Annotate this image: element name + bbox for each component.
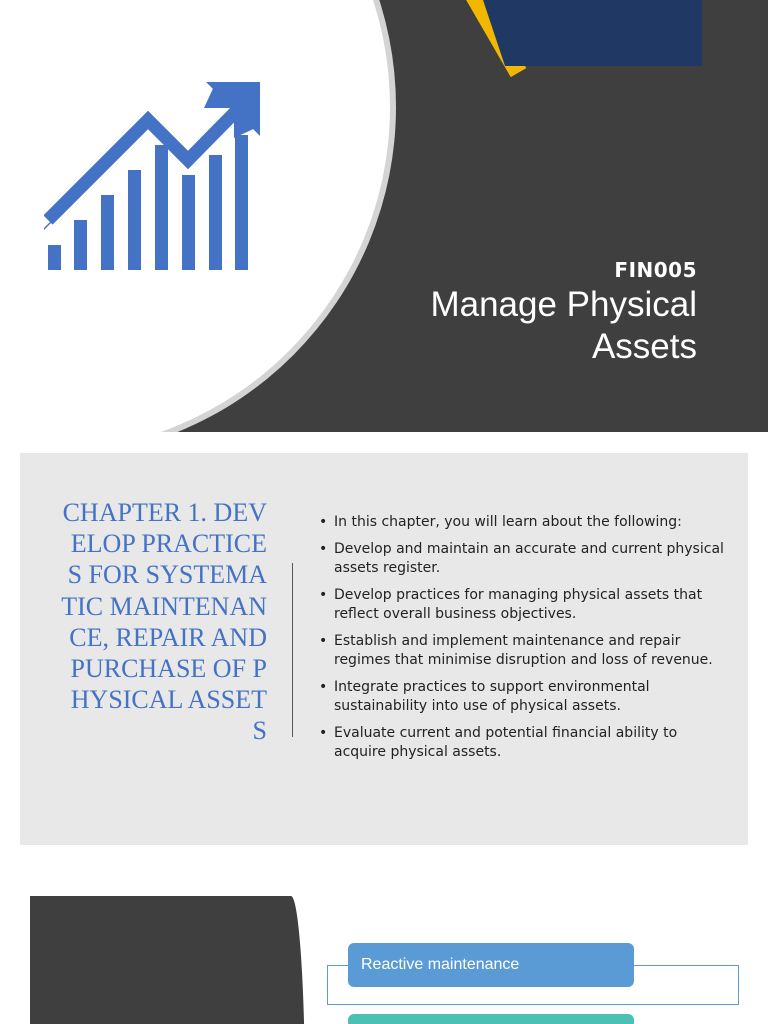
growth-chart-icon [44,80,264,275]
chapter-heading: CHAPTER 1. DEVELOP PRACTICES FOR SYSTEMATIC MAINTENANCE, REPAIR AND PURCHASE OF PHYSICAL ASSETS [61,498,267,746]
list-item: • Develop and maintain an accurate and current physical assets register. [316,540,726,579]
list-item: • Evaluate current and potential financial ability to acquire physical assets. [316,724,726,763]
maintenance-item-2 [348,1014,634,1024]
vertical-divider [292,563,293,737]
dark-side-panel [30,896,305,1024]
title-slide [0,0,768,432]
course-code: FIN005 [614,258,697,282]
course-title: Manage Physical Assets [430,285,697,366]
list-item: • Develop practices for managing physical assets that reflect overall business objectives. [316,586,726,625]
list-item: • Integrate practices to support environmental sustainability into use of physical assets. [316,678,726,717]
objectives-list [316,513,726,770]
list-item: • Establish and implement maintenance and repair regimes that minimise disruption and loss of revenue. [316,632,726,671]
reactive-maintenance-item: Reactive maintenance [348,943,634,987]
navy-block-accent [505,0,702,66]
maintenance-slide [0,866,768,1024]
chapter-slide [20,453,748,845]
list-item: • In this chapter, you will learn about the following: [316,513,726,533]
